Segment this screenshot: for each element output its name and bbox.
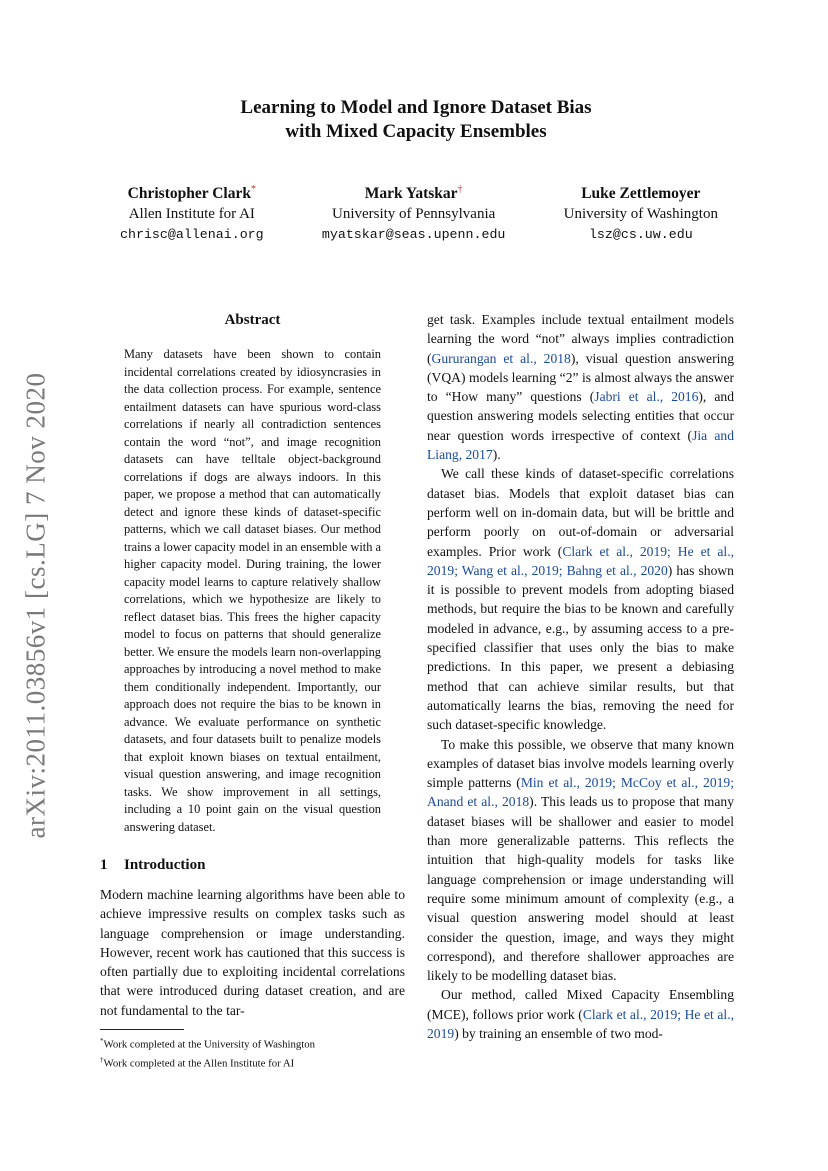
text-span: Our method, called Mixed Capacity Ensembling (MCE), follows prior work (: [427, 987, 734, 1022]
text-span: ) has shown it is possible to prevent models from adopting biased methods, but require the bias to be known and carefully modeled in advance, e.g., by assuming access to a pre-specified classifier that uses only the bias to make predictions. In this paper, we present a debiasing method that can achieve similar results, but that automatically learns the bias, removing the need for such dataset-specific knowledge.: [427, 562, 734, 733]
footnote-divider: [100, 1029, 184, 1030]
arxiv-identifier: arXiv:2011.03856v1 [cs.LG] 7 Nov 2020: [20, 372, 51, 838]
text-span: We call these kinds of dataset-specific correlations dataset bias. Models that exploit dataset bias can perform well on in-domain data, but will be brittle and perform poorly on out-of-domain or adversarial examples. Prior work (: [427, 466, 734, 559]
author-name: Mark Yatskar: [364, 185, 458, 203]
left-column: [100, 310, 405, 1020]
citation-link[interactable]: Jabri et al., 2016: [594, 389, 699, 405]
author-email: chrisc@allenai.org: [120, 227, 264, 243]
text-span: get task. Examples include textual entailment models learning the word “not” always implies contradiction (: [427, 312, 734, 366]
intro-paragraph-2: [427, 464, 734, 734]
text-span: ). This leads us to propose that many dataset biases will be shallower and easier to model than more generalizable patterns. This reflects the intuition that high-quality models for tasks like language comprehension or image understanding will require some minimum amount of complexity (e.g., a visual question answering model should at least consider the question, image, and ways they might correspond), and therefore shallower approaches are likely to be modelling dataset bias.: [427, 794, 734, 984]
intro-paragraph-4: [427, 985, 734, 1043]
footnote-text: Work completed at the University of Washington: [103, 1038, 316, 1051]
title-line-1: Learning to Model and Ignore Dataset Bias: [240, 97, 592, 118]
footnote-marker: †: [100, 1055, 104, 1064]
citation-link[interactable]: Min et al., 2019; McCoy et al., 2019; Anand et al., 2018: [427, 775, 734, 810]
citation-link[interactable]: Jia and Liang, 2017: [427, 427, 734, 463]
title-line-2: with Mixed Capacity Ensembles: [285, 121, 547, 142]
intro-paragraph-1-cont: [427, 310, 734, 464]
author-name: Christopher Clark: [127, 185, 251, 203]
citation-link[interactable]: Gururangan et al., 2018: [431, 350, 571, 366]
author-affiliation: University of Pennsylvania: [331, 206, 496, 223]
footnote-mark[interactable]: †: [457, 184, 463, 195]
author-affiliation: Allen Institute for AI: [128, 206, 255, 223]
abstract-heading: Abstract: [224, 312, 281, 328]
right-column: [427, 310, 734, 1043]
abstract-text: Many datasets have been shown to contain incidental correlations created by idiosyncrasies in the data collection process. For example, sentence entailment datasets can have spurious word-class correlations if nearly all contradiction sentences contain the word “not”, and image recognition datasets can have telltale object-background correlations if dogs are always indoors. In this paper, we propose a method that can automatically detect and ignore these kinds of dataset-specific patterns, which we call dataset biases. Our method trains a lower capacity model in an ensemble with a higher capacity model. During training, the lower capacity model learns to capture relatively shallow correlations, which we hypothesize are likely to reflect dataset bias. This frees the higher capacity model to focus on patterns that should generalize better. We ensure the models learn non-overlapping approaches by introducing a novel method to make them conditionally independent. Importantly, our approach does not require the bias to be known in advance. We evaluate performance on synthetic datasets, and four datasets built to penalize models that exploit known biases on textual entailment, visual question answering, and image recognition tasks. We show improvement in all settings, including a 10 point gain on the visual question answering dataset.: [124, 347, 382, 834]
author-name: Luke Zettlemoyer: [581, 185, 701, 203]
author-1: [120, 179, 264, 245]
intro-paragraph-3: [427, 735, 734, 986]
section-title: Introduction: [124, 857, 206, 873]
text-span: ) by training an ensemble of two mod-: [454, 1025, 663, 1041]
footnote-text: Work completed at the Allen Institute for AI: [103, 1057, 295, 1070]
citation-link[interactable]: Clark et al., 2019; He et al., 2019; Wang et al., 2019; Bahng et al., 2020: [427, 543, 734, 578]
footnote-1: [100, 1034, 405, 1053]
text-span: ), visual question answering (VQA) models learning “2” is almost always the answer to “How many” questions (: [427, 350, 734, 405]
footnote-mark[interactable]: *: [250, 184, 256, 195]
section-heading: [100, 855, 405, 875]
author-3: [564, 179, 718, 245]
citation-link[interactable]: Clark et al., 2019; He et al., 2019: [427, 1006, 734, 1041]
footnote-marker: *: [100, 1037, 104, 1045]
author-affiliation: University of Washington: [563, 206, 718, 223]
section-number: 1: [100, 857, 108, 873]
text-span: ).: [492, 447, 501, 463]
author-email: myatskar@seas.upenn.edu: [321, 227, 506, 243]
text-span: ), and question answering models selecting entities that occur near question words irrespective of context (: [427, 389, 734, 443]
author-block: [120, 179, 718, 245]
author-email: lsz@cs.uw.edu: [588, 227, 693, 243]
footnote-2: [100, 1053, 405, 1072]
paper-title: [140, 96, 692, 144]
arxiv-sidebar: [6, 360, 66, 850]
footnotes: [100, 1034, 405, 1071]
text-span: To make this possible, we observe that many known examples of dataset bias involve models learning overly simple patterns (: [427, 736, 734, 791]
author-2: [322, 179, 506, 245]
intro-paragraph-1: Modern machine learning algorithms have been able to achieve impressive results on complex tasks such as language comprehension or image understanding. However, recent work has cautioned that this success is often partially due to exploiting incidental correlations that were introduced during dataset creation, and are not fundamental to the tar-: [100, 887, 405, 1018]
